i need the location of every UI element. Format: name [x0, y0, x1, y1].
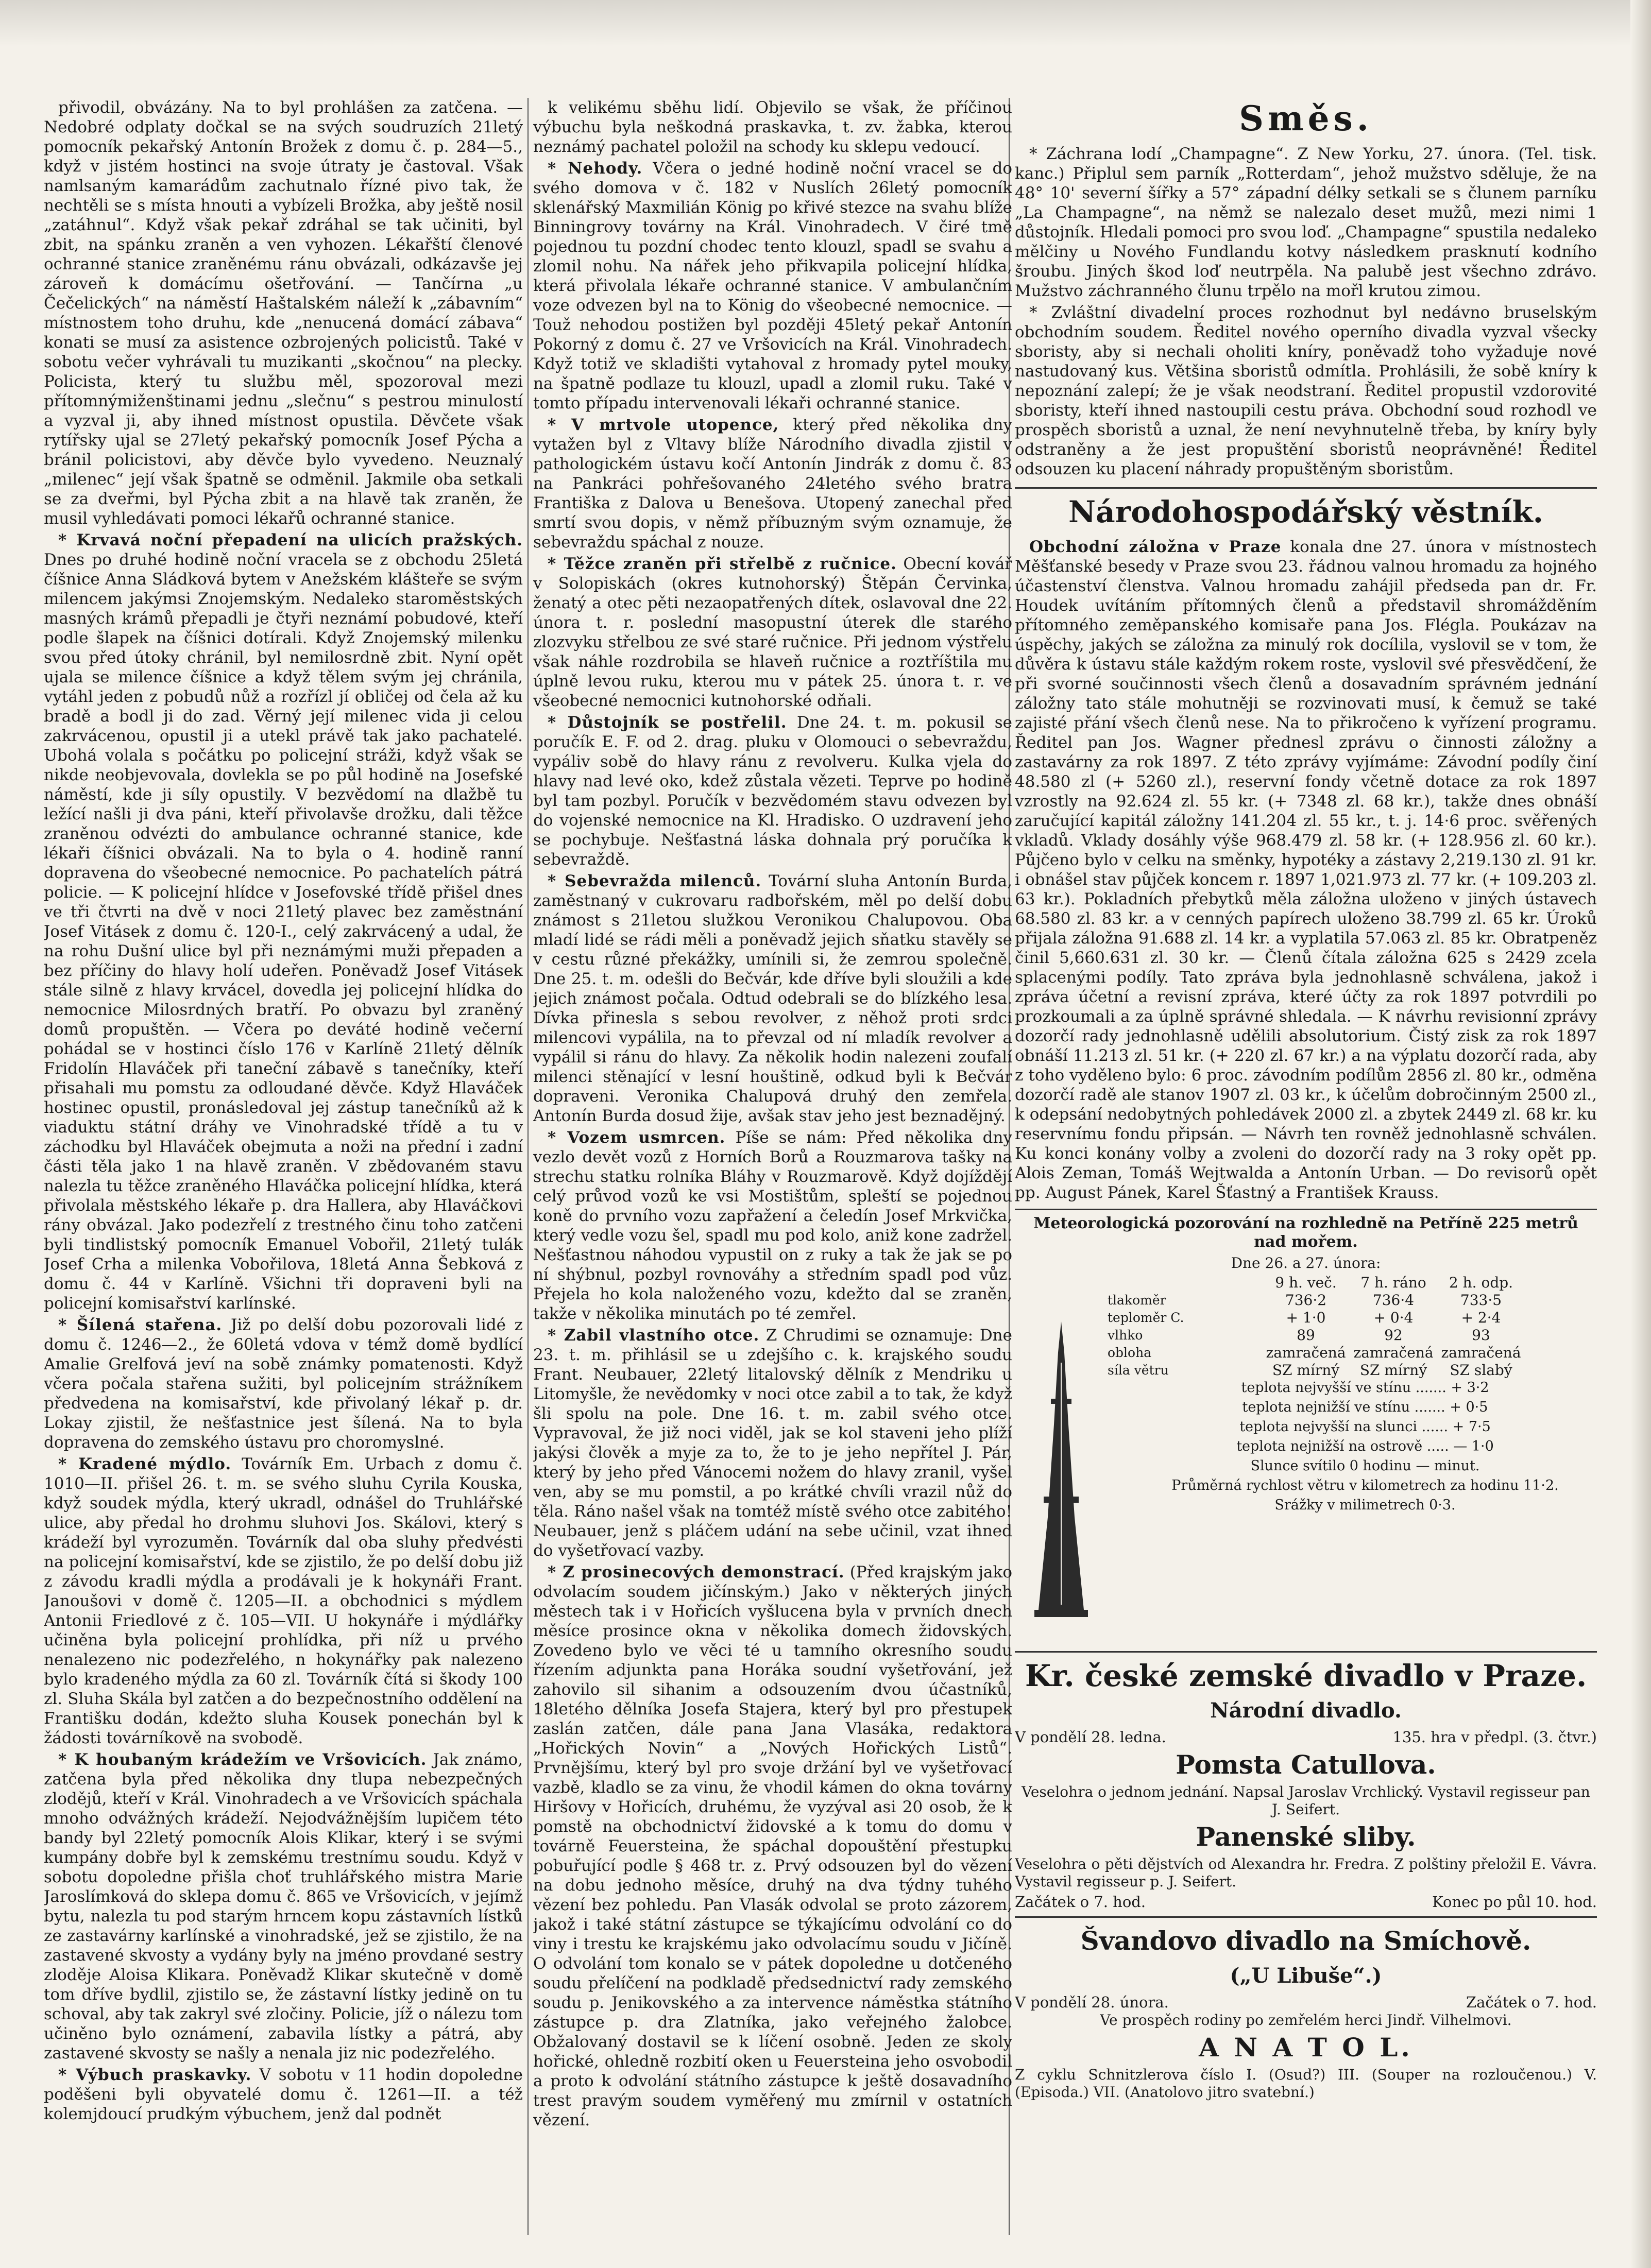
meteo-value: 89 — [1297, 1327, 1315, 1344]
meteo-title: Meteorologická pozorování na rozhledně na Petříně 225 metrů nad mořem. — [1015, 1209, 1597, 1251]
article-text: Obecní kovář v Solopiskách (okres kutnohorský) Štěpán Červinka, ženatý a otec pěti nezaopatřených dítek, oslavoval dne 22. února t. r. poslední masopustní úterek dle starého zlozvyku střelbou ze své staré ručnice. Při jednom výstřelu však náhle rozdrobila se hlaveň ručnice a roztříštila mu úplně levou ruku, kterou mu v pátek 25. února t. r. ve všeobecné nemocnici kutnohorské odňali. — [533, 555, 1012, 710]
article — [533, 713, 1012, 869]
article-text: konala dne 27. února v místnostech Měšťanské besedy v Praze svou 23. řádnou valnou hromadu za hojného účastenství členstva. Valnou hromadu zahájil předseda pan dr. Fr. Houdek uvítáním přítomných členů a představil shromážděním přítomného zeměpanského komisaře pana Jos. Flégla. Poukázav na úspěchy, jakých se záložna za minulý rok docílila, vyslovil se v tom, že důvěra k ústavu stále každým rokem roste, vyslovil své přesvědčení, že při svorné součinnosti všech členů a dosavadním správném jednání záložny tato stále mohutněji se rozvinovati musí, k čemuž se také zajisté přání všech členů nese. Na to přikročeno k vyřízení programu. Ředitel pan Jos. Wagner přednesl zprávu o činnosti záložny a zastavárny za rok 1897. Z této zprávy vyjímáme: Závodní podíly činí 48.580 zl (+ 5260 zl.), reservní fondy včetně dotace za rok 1897 vzrostly na 92.624 zl. 55 kr. (+ 7348 zl. 68 kr.), takže dnes obnáší zaručující kapitál záložny 141.204 zl. 55 kr., t. j. 14·6 proc. svěřených vkladů. Vklady dosáhly výše 968.479 zl. 58 kr. (+ 128.956 zl. 60 kr.). Půjčeno bylo v celku na směnky, hypotéky a zástavy 2,219.130 zl. 91 kr. i obnášel stav půjček koncem r. 1897 1,021.973 zl. 77 kr. (+ 109.203 zl. 63 kr.). Pokladních přebytků měla záložna uloženo v jiných ústavech 68.580 zl. 83 kr. a v cenných papírech uloženo 38.799 zl. 65 kr. Úroků přijala záložna 91.688 zl. 14 kr. a vyplatila 57.063 zl. 85 kr. Obratpeněz činil 5,660.631 zl. 30 kr. — Členů čítala záložna 625 s 2429 zcela splacenými podíly. Tato zpráva byla jednohlasně schválena, jakož i zpráva účetní a revisní zpráva, které účty za rok 1897 potvrdili po prozkoumali a za úplně správné shledala. — K návrhu revisionní zprávy dozorčí rady jednohlasně udělili absolutorium. Čistý zisk za rok 1897 obnáší 11.213 zl. 51 kr. (+ 220 zl. 67 kr.) a na výplatu dozorčí rada, aby z toho vyděleno bylo: 6 proc. závodním podílům 2856 zl. 80 kr., odměna dozorčí radě ale stanov 1907 zl. 03 kr., k účelům dobročinným 2500 zl., k odepsání nedobytných pohledávek 2000 zl. a zbytek 2449 zl. 68 kr. ku reservnímu fondu připsán. — Návrh ten rovněž jednohlasně schválen. Ku konci konány volby a zvoleni do dozorčí rady na 3 roky opět pp. Alois Zeman, Tomáš Wejtwalda a Antonín Urban. — Do revisorů opět pp. August Pánek, Karel Šťastný a František Krauss. — [1015, 538, 1597, 1202]
meteo-row-label: teploměr C. — [1108, 1310, 1184, 1325]
article-text: * Záchrana lodí „Champagne“. Z New Yorku, 27. února. (Tel. tisk. kanc.) Připlul sem parník „Rotterdam“, jehož mužstvo sděluje, že na 48° 10' severní šířky a 57° západní délky setkali se s člunem parníku „La Champagne“, na němž se nalezalo deset mužů, mezi nimi 1 důstojník. Hledali pomoci pro svou loď. „Champagne“ spustila nedaleko mělčiny u Nového Fundlandu kotvy následkem prasknutí kodního šroubu. Jiných škod loď neutrpěla. Na palubě jest všechno zdrávo. Mužstvo záchranného člunu trpělo na mořl krutou zimou. — [1015, 145, 1597, 300]
meteo-note: teplota nejnižší na ostrově ..... — 1·0 — [1236, 1438, 1494, 1454]
petrin-tower-illustration — [1030, 1321, 1092, 1620]
play-end: Konec po půl 10. hod. — [1432, 1893, 1597, 1911]
play-title: Pomsta Catullova. — [1176, 1749, 1436, 1780]
article-heading: * Sebevražda milenců. — [548, 872, 762, 890]
meteo-row — [1108, 1292, 1597, 1309]
meteo-value: zamračená — [1266, 1344, 1346, 1361]
article — [533, 554, 1012, 711]
vestnik-article — [1015, 537, 1597, 1202]
article-heading: * Krvavá noční přepadení na ulicích pražských. — [58, 531, 523, 549]
smes-articles — [1015, 144, 1597, 479]
theatre-date-row — [1015, 1993, 1597, 2012]
article — [533, 1562, 1012, 2130]
article-heading: * Důstojník se postřelil. — [548, 713, 787, 732]
article — [533, 98, 1012, 157]
article — [44, 530, 523, 1313]
article — [1015, 144, 1597, 301]
article-heading: * Šílená stařena. — [58, 1316, 223, 1334]
article — [533, 415, 1012, 552]
article-heading: Obchodní záložna v Praze — [1029, 538, 1282, 556]
article — [533, 871, 1012, 1126]
article-heading: * Těžce zraněn při střelbě z ručnice. — [548, 555, 897, 573]
meteo-value: + 2·4 — [1461, 1309, 1501, 1326]
meteo-col-header: 2 h. odp. — [1449, 1274, 1513, 1291]
meteo-row-label: vlhko — [1108, 1328, 1143, 1343]
meteo-note: Slunce svítilo 0 hodinu — minut. — [1250, 1458, 1480, 1474]
column-middle — [533, 98, 1012, 2235]
page-top-shadow — [0, 0, 1651, 46]
theatre-subtitle: Národní divadlo. — [1210, 1698, 1402, 1723]
meteo-extra — [1015, 1379, 1597, 1514]
article-text: (Před krajským jako odvolacím soudem jičínským.) Jako v některých jiných městech tak i v Hořicích vyšlucena byla v prvních dnech měsíce prosince okna v několika domech židovských. Zovedeno bylo ve věci té u tamního okresního soudu řízením adjunkta pana Horáka soudní vyšetřování, jež zahovilo sil sihanim a odsouzením dvou účastníků, 18letého dělníka Josefa Stajera, který byl pro přestupek zaslán zatčen, dále pana Jana Vlasáka, redaktora „Hořických Novin“ a „Nových Hořických Listů“. Prvnějšímu, který byl pro svoje držání byl ve vyšetřovací vazbě, kladlo se za vinu, že vhodil kámen do okna továrny Hiršovy v Hořicích, druhému, že vyzýval asi 20 osob, že k pomstě na obchodnictví židovské a k tomu do domu v továrně Feuersteina, že spáchal dopouštění přestupku pobuřující podle § 468 tr. z. Prvý odsouzen byl do vězení na dobu jednoho měsíce, druhý na dva týdny tuhého vězení bez pohledu. Pan Vlasák odvolal se proto zázorem, jakož i také státní zástupce se týkajícímu odvolání co do viny i trestu ke krajskému jako odvolacímu soudu v Jičíně. O odvolání tom konalo se v pátek dopoledne u dotčeného soudu přelíčení na podkladě předsednictví rady zemského soudu p. Jenikovského a za intervence náměstka státního zástupce p. dra Zlatníka, jako veřejného žalobce. Obžalovaný dostavil se k líčení osobně. Jeden ze skoly hořické, ohledně rozbití oken u Feuersteina jeho osvobodil a proto k odvolání státního zástupce k ještě dosavadního trest pravým soudem vyměřený mu zmírnil v ostatních vězení. — [533, 1563, 1012, 2129]
article-text: který před několika dny vytažen byl z Vltavy blíže Národního divadla zjistil v pathologickém ústavu kočí Antonín Jindrák z domu č. 83 na Pankráci pohřešovaného 24letého svého bratra Františka z Dalova u Benešova. Utopený zanechal před smrtí svou dopis, v němž příbuzným svým oznamuje, že sebevraždu spáchal z nouze. — [533, 416, 1012, 552]
meteo-note: teplota nejnižší ve stínu ....... + 0·5 — [1242, 1399, 1488, 1415]
article-text: Již po delší dobu pozorovali lidé z domu č. 1246—2., že 60letá vdova v témž domě bydlící Amalie Grelfová jeví na sobě známky pomatenosti. Když včera počala stařena sužiti, byl policejním strážníkem předvedena na komisařství, kde přivolaný lékař p. dr. Lokay zjistil, že nešťastnice jest šílená. Na to byla dopravena do zemského ústavu pro choromyslné. — [44, 1316, 523, 1452]
article-text: Včera o jedné hodině noční vracel se do svého domova v č. 182 v Nuslích 26letý pomocník sklenářský Maxmilián König po křivé stezce na svahu blíže Binningrovy továrny na Král. Vinohradech. V čiré tmě pojednou tu pozdní chodec tento klouzl, spadl se svahu a zlomil nohu. Na nářek jeho přikvapila policejní hlídka, která přivolala lékaře ochranné stanice. V ambulančním voze odvezen byl na to König do všeobecné nemocnice. — Touž nehodou postižen byl později 45letý pekař Antonín Pokorný z domu č. 27 ve Vršovicích na Král. Vinohradech. Když totiž ve skladišti vytahoval z hromady pytel mouky, na špatně podlaze tu klouzl, upadl a zlomil ruku. Také v tomto případu intervenovali lékaři ochranné stanice. — [533, 159, 1012, 413]
meteo-row-label: oblohа — [1108, 1345, 1152, 1360]
meteo-row — [1108, 1362, 1597, 1379]
meteo-value: 736·4 — [1372, 1292, 1415, 1309]
play-description: Veselohra o pěti dějstvích od Alexandra hr. Fredra. Z polštiny přeložil E. Vávra. Vystavil regisseur p. J. Seifert. — [1015, 1855, 1597, 1890]
article — [1015, 303, 1597, 479]
article-heading: * Nehody. — [548, 159, 643, 178]
play-times — [1015, 1893, 1597, 1911]
theatre-listing-national — [1015, 1651, 1597, 1911]
meteo-row-label: tlakoměr — [1108, 1293, 1166, 1308]
meteo-value: + 0·4 — [1373, 1309, 1414, 1326]
article-text: V sobotu v 11 hodin dopoledne poděšeni byli obyvatelé domu č. 1261—II. a též kolemjdoucí prudkým výbuchem, jenž dal podnět — [44, 2066, 523, 2123]
meteo-row-label: síla větru — [1108, 1363, 1169, 1378]
play-description: Veselohra o jednom jednání. Napsal Jaroslav Vrchlický. Vystavil regisseur pan J. Seifert. — [1022, 1783, 1590, 1818]
article-text: Tovární sluha Antonín Burda, zaměstnaný v cukrovaru radbořském, měl po delší dobu známost s 21letou služkou Veronikou Chalupovou. Oba mladí lidé se rádi měli a poněvadž jejich sňatku stavěly se v cestu různé překážky, umínili si, že zemrou společně. Dne 25. t. m. odešli do Bečvár, kde dříve byli sloužili a kde jejich známost počala. Odtud odebrali se do blízkého lesa. Dívka přinesla s sebou revolver, z něhož proti srdci milencovi vypálila, na to převzal od ní mladík revolver a vypálil si ránu do hlavy. Za několik hodin nalezeni zoufalí milenci stěnající v lesní houštině, odkud byli k Bečvár dopraveni. Veronika Chalupová druhý den zemřela. Antonín Burda dosud žije, avšak stav jeho jest beznadějný. — [533, 872, 1012, 1125]
meteo-value: 93 — [1472, 1327, 1490, 1344]
meteo-value: zamračená — [1441, 1344, 1521, 1361]
article-text: Píše se nám: Před několika dny vezlo devět vozů z Horních Borů a Rouzmarova tašky na strechu statku rolníka Bláhy v Rouzmarově. Když dojíždějí celý průvod vozů ke vsi Mostištům, spleští se pojednou koně do prvního vozu zapřažení a čeledín Josef Mrkvička, který vedle vozu šel, spadl mu pod kolo, aniž kone zadržel. Nešťastnou náhodou vypustil on z ruky a tak že jak se po ní shýbnul, pozbyl rovnováhy a středním spadl pod vůz. Přejela ho kola naloženého vozu, kdežto dal se zraněn, takže v několika minutách po té zemřel. — [533, 1128, 1012, 1323]
article-heading: * K houbaným krádežím ve Vršovicích. — [58, 1750, 427, 1769]
article-text: Dnes po druhé hodině noční vracela se z obchodu 25letá číšnice Anna Sládková bytem v Anežském klášteře se svým milencem jakýmsi Znojemským. Nedaleko staroměstských masných krámů přepadli je čtyři neznámí pobudové, kteří podle šlapek na číšnici dotírali. Když Znojemský milenku svou před útoky chránil, byl nemilosrdně zbit. Nyní opět ujala se milence číšnice a když tělem svým jej chránila, vytáhl jeden z pobudů nůž a rozřízl jí obličej od čela až ku bradě a bodl ji do zad. Věrný její milenec vida ji celou zakrvácenou, opustil ji a utekl právě tak jako pachatelé. Ubohá volala s počátku po policejní stráži, když však se nikde neobjevovala, dovlekla se po půl hodině na Josefské náměstí, kde ji síly opustily. V bezvědomí na dlažbě tu ležící našli ji dva páni, kteří přivolavše drožku, dali těžce zraněnou odvézti do ambulance ochranné stanice, kde lékaři číšnici obvázali. Na to byla o 4. hodině ranní dopravena do všeobecné nemocnice. Po pachatelích pátrá policie. — K policejní hlídce v Josefovské třídě přišel dnes ve tři čtvrti na dvě v noci 21letý plavec bez zaměstnání Josef Vitásek z domu č. 120-I., celý zakrvácený a udal, že na rohu Dušní ulice byl při neznámými muži přepaden a bez příčiny do hlavy holí udeřen. Poněvadž Josef Vitásek stále silně z hlavy krvácel, dovedla jej policejní hlídka do nemocnice Milosrdných bratří. Po obvazu byl zraněný domů propuštěn. — Včera po deváté hodině večerní pohádal se v hostinci číslo 176 v Karlíně 21letý dělník Fridolín Hlaváček při taneční zábavě s tanečníky, kteří přisahali mu pomstu za odloudané děvče. Když Hlaváček hostinec opustil, pronásledoval jej zástup tanečníků až k viaduktu státní dráhy ve Vinohradské třídě a tu v záchodku byl Hlaváček obejmuta a noži na přední i zadní části těla jako 1 na hlavě zraněn. V zbědovaném stavu nalezla tu těžce zraněného Hlaváčka policejní hlídka, která přivolala městského lékaře p. dra Hallera, aby Hlaváčkovi rány obvázal. Jako podezřelí z trestného činu toho zatčeni byli tindlistský pomocník Emanuel Vobořil, 21letý tulák Josef Crha a milenka Vobořilova, 18letá Anna Šebková z domu č. 44 v Karlíně. Všichni tři dopraveni byli na policejní komisařství karlínské. — [44, 551, 523, 1313]
meteo-note: Průměrná rychlost větru v kilometrech za hodinu 11·2. — [1171, 1477, 1559, 1493]
vestnik-section-title: Národohospodářský věstník. — [1015, 487, 1597, 530]
theatre-listing-svanda — [1015, 1916, 1597, 2101]
article — [44, 1750, 523, 2063]
theatre-title: Kr. české zemské divadlo v Praze. — [1025, 1658, 1587, 1693]
meteo-note: Srážky v milimetrech 0·3. — [1274, 1497, 1456, 1513]
article-text: * Zvláštní divadelní proces rozhodnut byl nedávno bruselským obchodním soudem. Ředitel nového operního divadla vyzval všecky sboristy, aby si nechali oholiti kníry, poněvadž toho vyžaduje nové nastudovaný kus. Většina sboristů odmítla. Prohlásili, že sobě kníry k nepoznání zalepí; že je však neodstraní. Ředitel propustil vzdorovité sboristy, kteří ihned nastoupili cestu práva. Obchodní soud rozhodl ve prospěch sboristů a uznal, že není nevyhnutelně třeba, by kníry byly odstraněny a že jest propuštění sboristů neoprávněné! Ředitel odsouzen ku placení náhrady propuštěným sboristům. — [1015, 303, 1597, 478]
meteo-row — [1108, 1309, 1597, 1327]
column-right — [1015, 98, 1597, 2235]
meteo-value: SZ mírný — [1272, 1362, 1340, 1379]
meteo-box — [1015, 1255, 1597, 1646]
column-left — [44, 98, 523, 2235]
article-text: Z Chrudimi se oznamuje: Dne 23. t. m. přihlásil se u zdejšího c. k. krajského soudu Frant. Neubauer, 22letý litalovský dělník z Mendriku u Litomyšle, že nevědomky v noci otce zabil a to tak, že když šli spolu na pole. Dne 16. t. m. zabil svého otce. Vypravoval, že již noci viděl, jak se kol staveni jeho plíží jakýsi člověk a myje za to, že to je jeho nepřítel J. Pár, který by jeho před Vánocemi nožem do hlavy zranil, vyšel ven, aby se mu pomstil, a po krátké chvíli vrazil nůž do těla. Ráno našel však na tomtéž místě svého otce zabitého! Neubauer, jenž s pláčem udání na sebe učinil, vzat ihned do vyšetřovací vazby. — [533, 1326, 1012, 1560]
article-heading: * Zabil vlastního otce. — [548, 1326, 760, 1345]
article — [533, 1128, 1012, 1324]
meteo-value: 92 — [1384, 1327, 1403, 1344]
play-description: Z cyklu Schnitzlerova číslo I. (Osud?) III. (Souper na rozloučenou.) V. (Episoda.) VII. (Anatolovo jitro svatební.) — [1015, 2066, 1597, 2101]
meteo-value: SZ mírný — [1359, 1362, 1427, 1379]
article-text: Jak známo, zatčena byla před několika dny tlupa nebezpečných zlodějů, kteří v Král. Vinohradech a ve Vršovicích spáchala mnoho odvážných krádeží. Nejodvážnějším lupičem této bandy byl 22letý pomocník Alois Klikar, který i se svými kumpány dobře byl k zemskému trestnímu soudu. Když v sobotu dopoledne přišla choť truhlářského mistra Marie Jaroslímková do sklepa domu č. 865 ve Vršovicích, v jejímž bytu, nalezla tu pod starým hrncem kopu zástavních lístků ze zastavárny karlínské a vinohradské, jež se zjistilo, že na zastavené skvosty a vydány byly na jméno provdané sestry zloděje Aloisa Klikara. Poněvadž Klikar skutečně v domě tom dříve bydlil, zjistilo se, že zástavní lístky jedině on tu schoval, aby tak zakryl své zločiny. Policie, jíž o nálezu tom učiněno bylo oznámení, zabavila lístky a pátrá, aby zastavené skvosty se našly a nenala jiz nic podezřelého. — [44, 1750, 523, 2063]
article-heading: * Z prosinecových demonstrací. — [548, 1563, 845, 1582]
theatre-title: Švandovo divadlo na Smíchově. — [1080, 1926, 1531, 1956]
article-heading: * Kradené mýdlo. — [58, 1455, 232, 1473]
article — [44, 1454, 523, 1748]
meteo-value: SZ slabý — [1450, 1362, 1512, 1379]
meteo-col-header: 7 h. ráno — [1360, 1274, 1426, 1291]
article-text: Dne 24. t. m. pokusil se poručík E. F. od 2. drag. pluku v Olomouci o sebevraždu, vypáliv sobě do hlavy ránu z revolveru. Kulka vjela do hlavy nad levé oko, kdež zůstala vězeti. Teprve po hodině byl tam pozbyl. Poručík v bezvědomém stavu odvezen byl do vojenské nemocnice na Kl. Hradisko. O uzdravení jeho se pochybuje. Nešťastná láska dohnala prý poručíka k sebevraždě. — [533, 713, 1012, 869]
article-heading: * Vozem usmrcen. — [548, 1128, 726, 1147]
meteo-value: zamračená — [1353, 1344, 1434, 1361]
meteo-value: 733·5 — [1460, 1292, 1502, 1309]
smes-section-title: Směs. — [1239, 98, 1373, 139]
theatre-date-row — [1015, 1728, 1597, 1746]
meteo-header-row — [1108, 1274, 1597, 1292]
meteo-note: teplota nejvyšší na slunci ...... + 7·5 — [1239, 1419, 1491, 1435]
play-title: Panenské sliby. — [1196, 1822, 1416, 1852]
meteo-value: + 1·0 — [1286, 1309, 1326, 1326]
article-text: přivodil, obvázány. Na to byl prohlášen za zatčena. — Nedobré odplaty dočkal se na svých soudruzích 21letý pomocník pekařský Antonín Brožek z domu č. p. 284—5., když v jistém hostinci na svoje útraty je častoval. Však namlsaným kamarádům zachutnalo řízné pivo tak, že nechtěli se s místa hnouti a vybízeli Brožka, aby ještě nosil „zatáhnul“. Když však pekař zdráhal se tak učiniti, byl zbit, na spánku zraněn a ven vyhozen. Lékařští členové ochranné stanice zraněnému ránu obvázali, odkázavše jej zároveň k domácímu ošetřování. — Tančírna „u Čečelických“ na náměstí Haštalském náleží k „zábavním“ místnostem toho druhu, kde „nenucená domácí zábava“ konati se musí za asistence ozbrojených policistů. Také v sobotu večer vyhrávali tu muzikanti „skočnou“ na plecky. Policista, který tu službu měl, spozoroval mezi přítomnýmiženštinami jednu „slečnu“ s pestrou minulostí a vyzval ji, aby ihned místnost opustila. Děvčete však rytířsky ujal se 27letý pekařský pomocník Josef Pýcha a bránil policistovi, aby děvče bylo vyvedeno. Neuznalý „milenec“ její však špatně se odměnil. Jakmile oba setkali se za dveřmi, byl Pýcha zbit a na hlavě tak zraněn, že musil vyhledávati pomoci lékařů ochranné stanice. — [44, 98, 523, 528]
play-title: A N A T O L. — [1199, 2032, 1413, 2063]
theatre-start: Začátek o 7. hod. — [1466, 1994, 1597, 2011]
page-right-shadow — [1630, 0, 1651, 2268]
article-text: Továrník Em. Urbach z domu č. 1010—II. přišel 26. t. m. se svého sluhu Cyrila Kouska, když soudek mýdla, který ukradl, odnášel do Truhlářské ulice, aby předal ho drohmu sluhovi Jos. Skálovi, který s krádeží byl vyrozuměn. Továrník dal oba sluhy předvésti na policejní komisařství, kde se zjistilo, že po delší dobu již z závodu kradli mýdla a prodávali je k hokynáři Frant. Janoušovi v domě č. 1205—II. a obchodnici s mýdlem Antonii Friedlové z č. 105—VII. U hokynáře i mýdlářky učiněna byla policejní prohlídka, při níž u prvého nenalezeno nic podezřelého, n hokynářky pak nalezeno bylo kradeného mýdla za 60 zl. Továrník čítá si škody 100 zl. Sluha Skála byl zatčen a do bezpečnostního oddělení na Františku dodán, kdežto sluha Kousek ponechán byl k žádosti továrníkově na svobodě. — [44, 1455, 523, 1747]
article-heading: * Výbuch praskavky. — [58, 2066, 252, 2084]
meteo-row — [1108, 1327, 1597, 1344]
article-heading: * V mrtvole utopence, — [548, 416, 779, 434]
article-text: k velikému sběhu lidí. Objevilo se však, že příčinou výbuchu byla neškodná praskavka, t. zv. žabka, kterou neznámý pachatel položil na schody ku sklepu vedoucí. — [533, 98, 1012, 156]
theatre-date: V pondělí 28. února. — [1015, 1994, 1169, 2011]
meteo-col-header: 9 h. več. — [1275, 1274, 1337, 1291]
meteo-note: teplota nejvyšší ve stínu ....... + 3·2 — [1241, 1380, 1489, 1396]
theatre-date: V pondělí 28. ledna. — [1015, 1728, 1166, 1746]
article — [533, 1326, 1012, 1560]
play-start: Začátek o 7. hod. — [1015, 1893, 1146, 1911]
meteo-value: 736·2 — [1285, 1292, 1327, 1309]
theatre-subscription: 135. hra v předpl. (3. čtvr.) — [1392, 1728, 1597, 1746]
meteo-rows — [1015, 1292, 1597, 1379]
article — [533, 159, 1012, 413]
article — [44, 1315, 523, 1452]
meteo-dates: Dne 26. a 27. února: — [1231, 1255, 1381, 1272]
meteo-row — [1108, 1344, 1597, 1362]
article — [44, 98, 523, 528]
article — [44, 2065, 523, 2124]
theatre-subtitle: („U Libuše“.) — [1230, 1964, 1382, 1988]
theatre-note: Ve prospěch rodiny po zemřelém herci Jindř. Vilhelmovi. — [1100, 2012, 1512, 2029]
column-rule — [527, 98, 529, 2235]
